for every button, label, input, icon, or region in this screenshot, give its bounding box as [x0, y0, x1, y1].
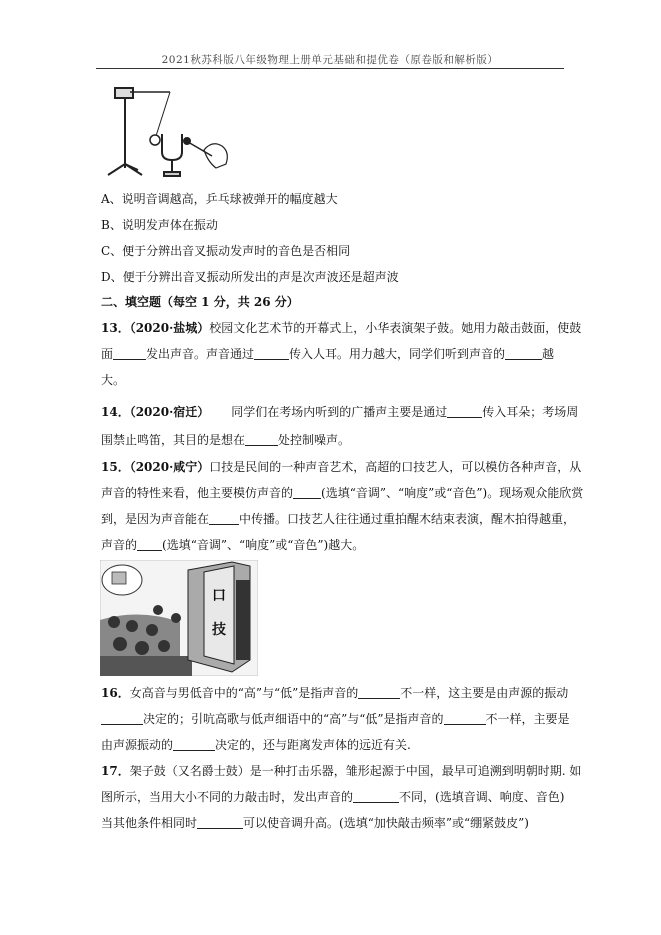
header-rule [96, 68, 564, 69]
option-a: A、说明音调越高，乒乓球被弹开的幅度越大 [101, 192, 338, 206]
q13-line-1: 13．（2020·盐城）校园文化艺术节的开幕式上，小华表演架子鼓。她用力敲击鼓面，使鼓 [101, 321, 582, 335]
q16-number: 16． [101, 686, 130, 700]
section-title: 二、填空题（每空 1 分，共 26 分） [101, 295, 299, 309]
q13-source: （2020·盐城） [129, 321, 210, 335]
q15-line-2: 声音的特性来看，他主要模仿声音的 (选填“音调”、“响度”或“音色”)。现场观众能欣赏 [101, 486, 584, 500]
q17-line-2: 图所示，当用大小不同的力敲击时，发出声音的 不同，(选填音调、响度、音色) [101, 790, 565, 804]
answer-blank[interactable] [173, 738, 215, 751]
option-b: B、说明发声体在振动 [101, 218, 218, 232]
option-c: C、便于分辨出音叉振动发声时的音色是否相同 [101, 244, 351, 258]
answer-blank[interactable] [137, 538, 162, 551]
sign-character-ji: 技 [212, 622, 226, 638]
answer-blank[interactable] [505, 347, 542, 360]
answer-blank[interactable] [209, 512, 239, 525]
option-d: D、便于分辨出音叉振动所发出的声是次声波还是超声波 [101, 270, 399, 284]
answer-blank[interactable] [254, 347, 289, 360]
q15-number: 15． [101, 460, 130, 474]
answer-blank[interactable] [245, 433, 278, 446]
q16-line-1: 16．女高音与男低音中的“高”与“低”是指声音的 不一样，这主要是由声源的振动 [101, 686, 569, 700]
sign-character-kou: 口 [212, 588, 226, 604]
q15-source: （2020·咸宁） [129, 460, 210, 474]
q17-line-1: 17．架子鼓（又名爵士鼓）是一种打击乐器，雏形起源于中国，最早可追溯到明朝时期. 如 [101, 764, 582, 778]
q15-line-1: 15．（2020·咸宁）口技是民间的一种声音艺术，高超的口技艺人，可以模仿各种声音，从 [101, 460, 582, 474]
q14-line-2: 围禁止鸣笛，其目的是想在 处控制噪声。 [101, 433, 351, 447]
tuning-fork-figure [100, 80, 235, 180]
q14-source: （2020·宿迁） [129, 405, 210, 419]
q17-number: 17． [101, 764, 130, 778]
q17-line-3: 当其他条件相同时 可以使音调升高。(选填“加快敲击频率”或“绷紧鼓皮”) [101, 816, 529, 830]
answer-blank[interactable] [444, 712, 486, 725]
q14-number: 14． [101, 405, 130, 419]
q13-line-3: 大。 [101, 373, 126, 387]
q16-line-3: 由声源振动的 决定的，还与距离发声体的远近有关. [101, 738, 411, 752]
page-header: 2021秋苏科版八年级物理上册单元基础和提优卷（原卷版和解析版） [161, 54, 499, 66]
answer-blank[interactable] [447, 405, 482, 418]
answer-blank[interactable] [353, 790, 399, 803]
answer-blank[interactable] [197, 816, 243, 829]
answer-blank[interactable] [113, 347, 146, 360]
q13-number: 13． [101, 321, 130, 335]
answer-blank[interactable] [101, 712, 143, 725]
q16-line-2: 决定的；引吭高歌与低声细语中的“高”与“低”是指声音的 不一样，主要是 [101, 711, 570, 727]
kouji-performance-illustration [100, 560, 258, 676]
q13-line-2: 面 发出声音。声音通过 传入人耳。用力越大，同学们听到声音的 越 [101, 347, 555, 361]
q14-line-1: 14．（2020·宿迁） 同学们在考场内听到的广播声主要是通过 传入耳朵；考场周 [101, 405, 579, 419]
q15-line-4: 声音的 (选填“音调”、“响度”或“音色”)越大。 [101, 538, 365, 552]
answer-blank[interactable] [358, 686, 400, 699]
q15-line-3: 到，是因为声音能在 中传播。口技艺人往往通过重拍醒木结束表演，醒木拍得越重， [101, 512, 576, 526]
answer-blank[interactable] [293, 486, 321, 499]
